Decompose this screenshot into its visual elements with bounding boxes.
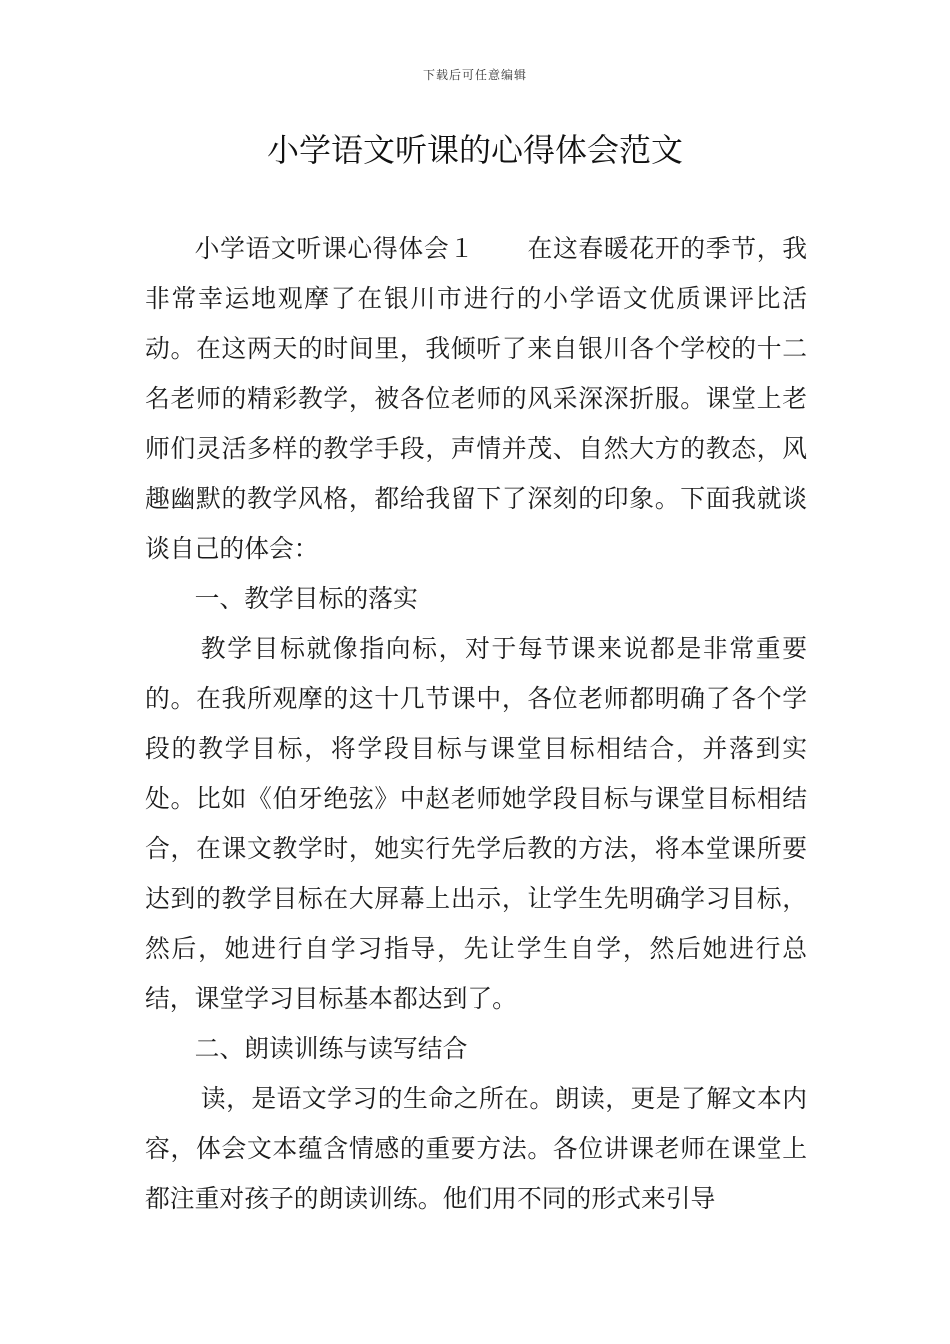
section1-heading: 一、教学目标的落实: [194, 584, 418, 613]
header-note: 下载后可任意编辑: [422, 68, 527, 82]
intro-label: 小学语文听课心得体会１: [194, 234, 475, 263]
document-title: 小学语文听课的心得体会范文: [266, 131, 683, 169]
section1-paragraph: 教学目标就像指向标，对于每节课来说都是非常重要的。在我所观摩的这十几节课中，各位老师都明确了各个学段的教学目标，将学段目标与课堂目标相结合，并落到实处。比如《伯牙绝弦》中赵老师她学段目标与课堂目标相结合，在课文教学时，她实行先学后教的方法，将本堂课所要达到的教学目标在大屏幕上出示，让学生先明确学习目标，然后，她进行自学习指导，先让学生自学，然后她进行总结，课堂学习目标基本都达到了。: [145, 634, 807, 1013]
section2-heading: 二、朗读训练与读写结合: [194, 1034, 468, 1063]
intro-text: 在这春暖花开的季节，我非常幸运地观摩了在银川市进行的小学语文优质课评比活动。在这两天的时间里，我倾听了来自银川各个学校的十二名老师的精彩教学，被各位老师的风采深深折服。课堂上老师们灵活多样的教学手段，声情并茂、自然大方的教态，风趣幽默的教学风格，都给我留下了深刻的印象。下面我就谈谈自己的体会：: [145, 234, 807, 563]
intro-paragraph: [145, 224, 807, 574]
section2-paragraph: 读，是语文学习的生命之所在。朗读，更是了解文本内容，体会文本蕴含情感的重要方法。各位讲课老师在课堂上都注重对孩子的朗读训练。他们用不同的形式来引导: [145, 1084, 807, 1213]
document-body: [145, 224, 807, 1224]
